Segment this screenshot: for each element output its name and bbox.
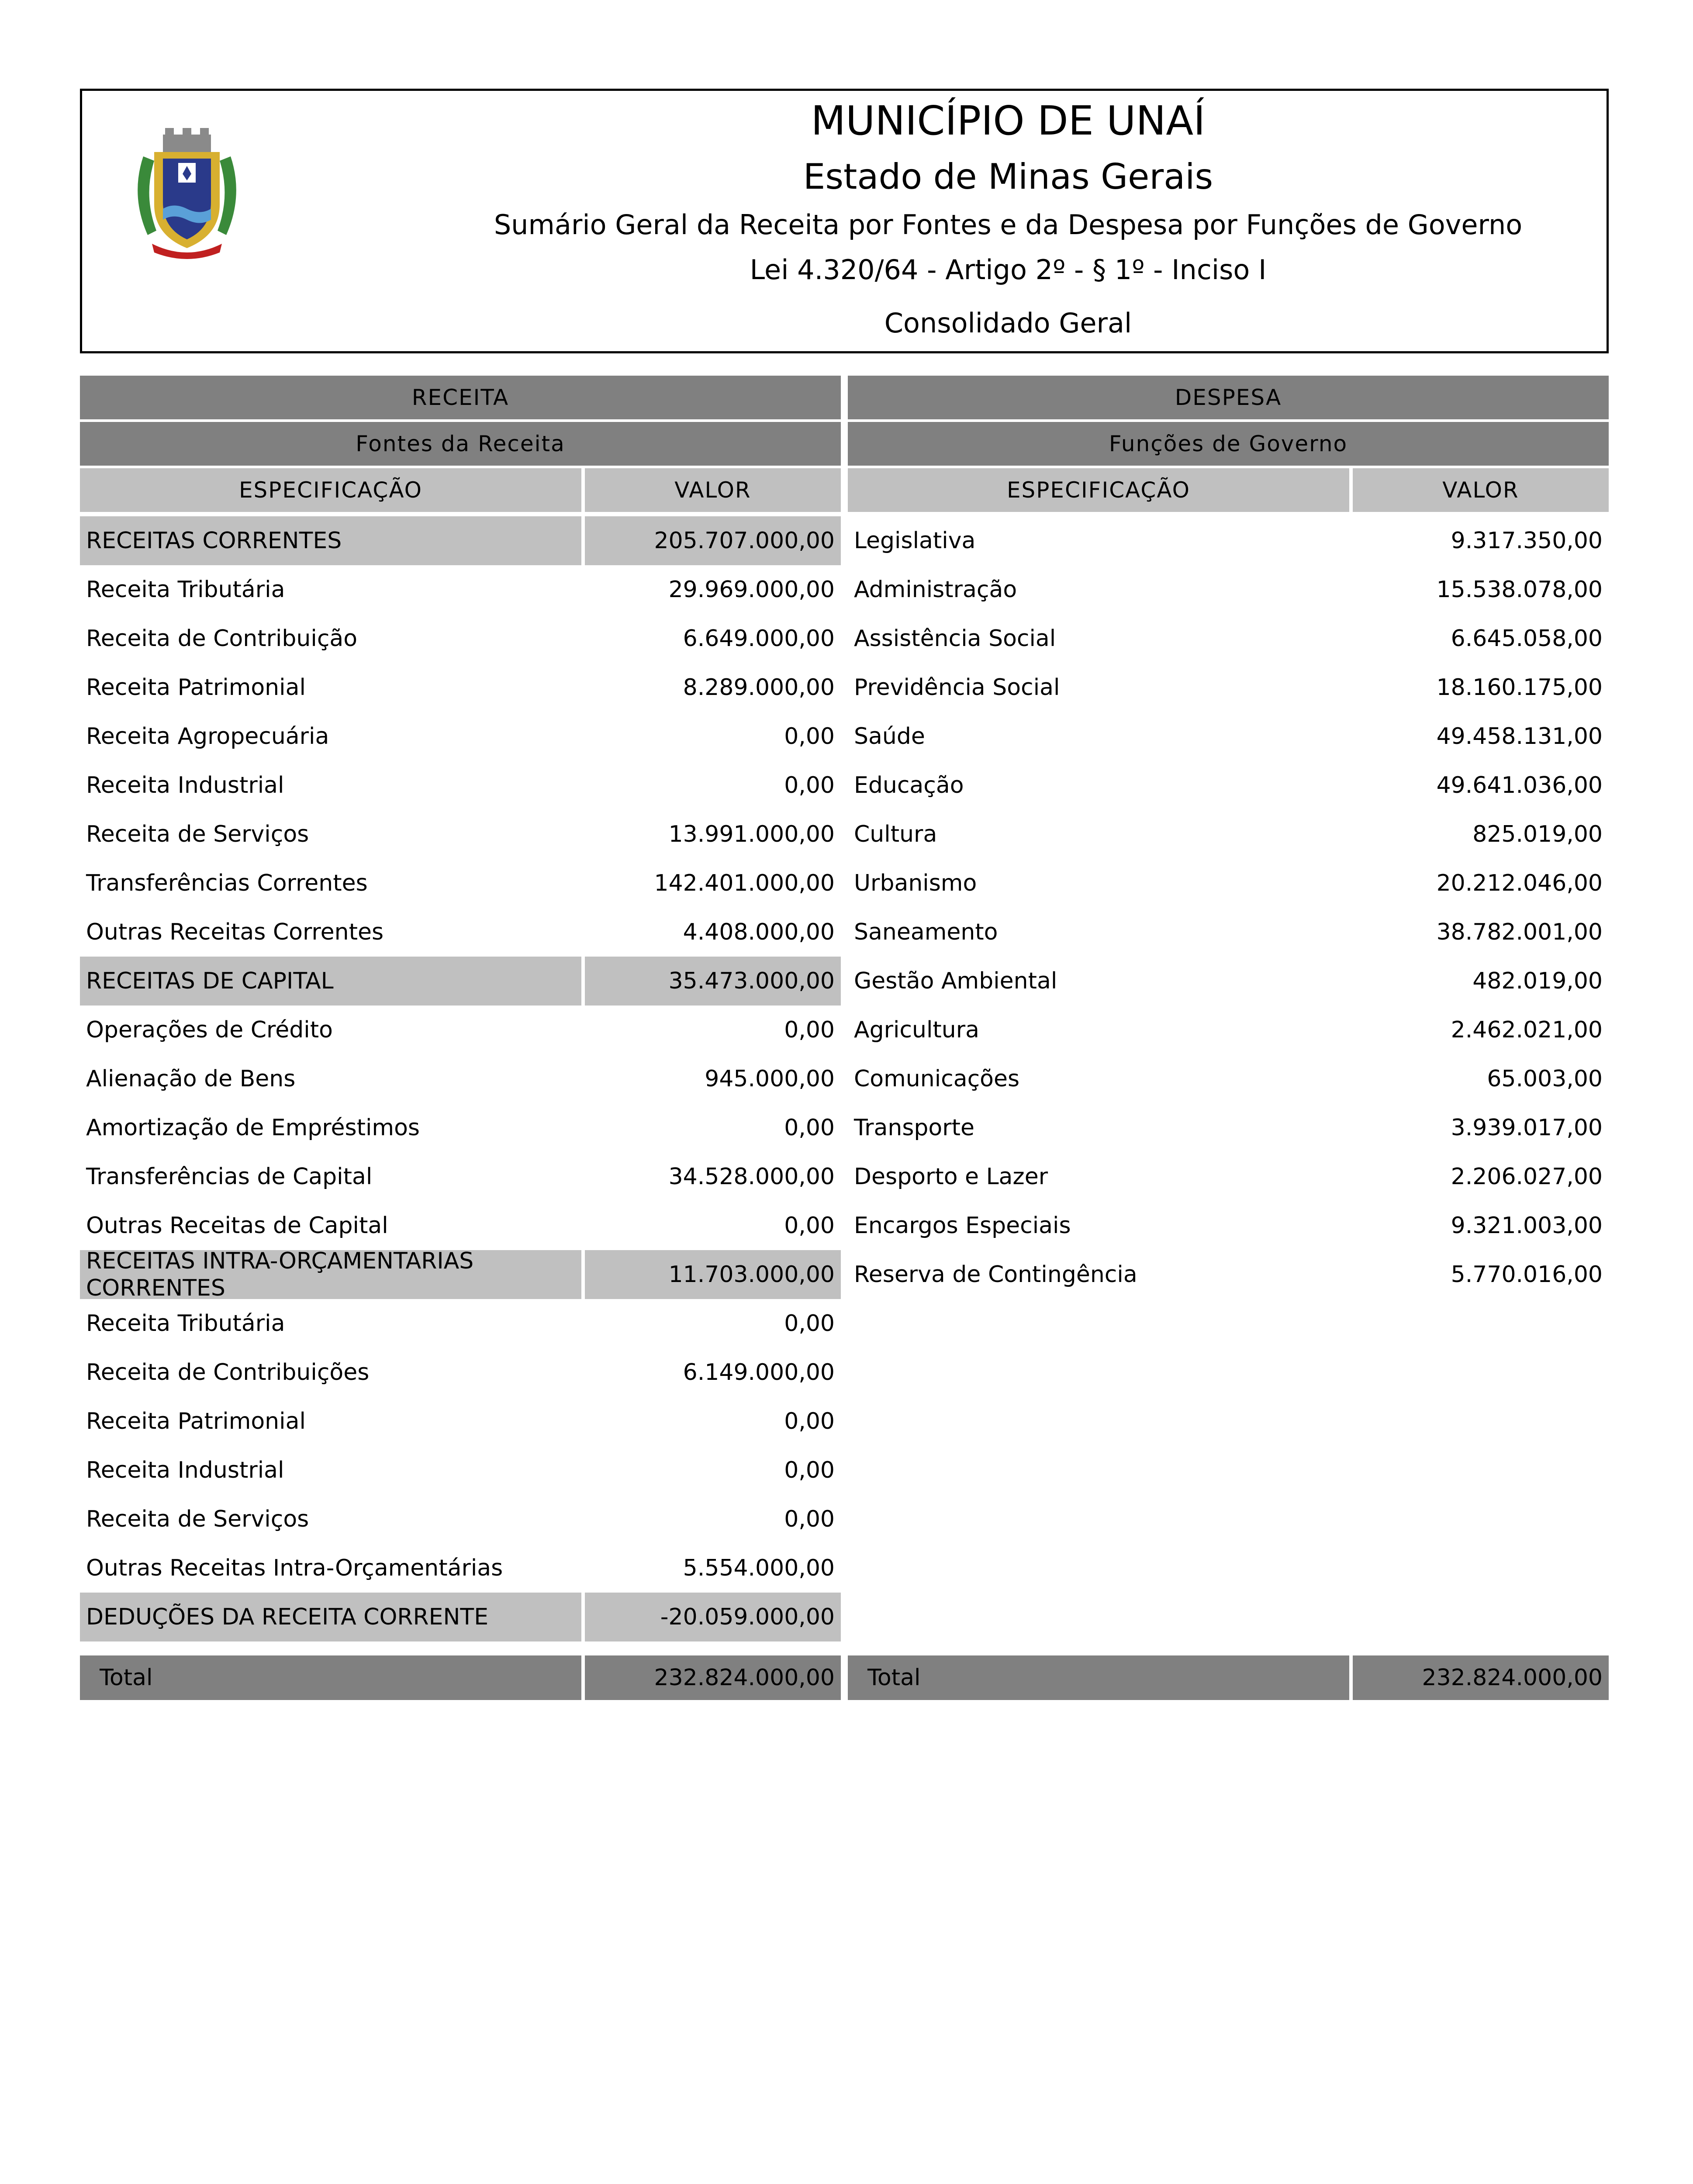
despesa-total-label: Total bbox=[848, 1655, 1349, 1700]
row-value: 2.462.021,00 bbox=[1451, 1017, 1603, 1043]
row-value: 65.003,00 bbox=[1487, 1066, 1603, 1092]
table-row bbox=[80, 810, 841, 859]
table-row bbox=[80, 1446, 841, 1495]
row-value: 5.554.000,00 bbox=[683, 1555, 835, 1581]
table-group-row bbox=[80, 516, 841, 565]
receita-total-value: 232.824.000,00 bbox=[585, 1655, 841, 1700]
receita-rows bbox=[80, 516, 841, 1641]
table-row bbox=[80, 1152, 841, 1201]
row-value: 8.289.000,00 bbox=[683, 674, 835, 701]
row-value: 11.703.000,00 bbox=[585, 1250, 841, 1299]
row-value: 49.458.131,00 bbox=[1436, 723, 1603, 750]
row-label: Encargos Especiais bbox=[854, 1213, 1071, 1239]
table-row bbox=[80, 1054, 841, 1103]
row-value: 6.649.000,00 bbox=[683, 625, 835, 652]
row-value: 3.939.017,00 bbox=[1451, 1115, 1603, 1141]
row-label: RECEITAS INTRA-ORÇAMENTARIAS CORRENTES bbox=[80, 1250, 581, 1299]
row-value: 0,00 bbox=[784, 1115, 835, 1141]
despesa-table bbox=[848, 376, 1609, 1299]
table-row bbox=[848, 1152, 1609, 1201]
receita-total-label: Total bbox=[80, 1655, 581, 1700]
table-row bbox=[848, 957, 1609, 1006]
row-label: Receita Industrial bbox=[86, 1457, 284, 1483]
row-value: 49.641.036,00 bbox=[1436, 772, 1603, 798]
row-value: 6.149.000,00 bbox=[683, 1359, 835, 1386]
row-label: Receita de Serviços bbox=[86, 1506, 309, 1532]
table-row bbox=[848, 614, 1609, 663]
row-value: 15.538.078,00 bbox=[1436, 577, 1603, 603]
table-row bbox=[80, 1348, 841, 1397]
despesa-total-value: 232.824.000,00 bbox=[1353, 1655, 1609, 1700]
row-label: Receita Industrial bbox=[86, 772, 284, 798]
report-scope: Consolidado Geral bbox=[884, 307, 1132, 339]
despesa-total-row bbox=[848, 1655, 1609, 1700]
row-value: 0,00 bbox=[784, 1017, 835, 1043]
table-row bbox=[848, 1201, 1609, 1250]
table-row bbox=[80, 1201, 841, 1250]
table-row bbox=[848, 908, 1609, 957]
table-row bbox=[80, 1397, 841, 1446]
row-label: Transferências de Capital bbox=[86, 1164, 373, 1190]
row-label: Reserva de Contingência bbox=[854, 1261, 1137, 1288]
table-row bbox=[848, 1250, 1609, 1299]
table-row bbox=[80, 1495, 841, 1544]
row-label: Gestão Ambiental bbox=[854, 968, 1057, 994]
table-row bbox=[848, 565, 1609, 614]
row-value: 9.321.003,00 bbox=[1451, 1213, 1603, 1239]
row-label: Receita Patrimonial bbox=[86, 1408, 306, 1434]
row-value: 29.969.000,00 bbox=[668, 577, 835, 603]
table-group-row bbox=[80, 957, 841, 1006]
table-row bbox=[80, 859, 841, 908]
law-reference: Lei 4.320/64 - Artigo 2º - § 1º - Inciso I bbox=[750, 254, 1267, 286]
row-label: Saúde bbox=[854, 723, 925, 750]
table-row bbox=[848, 1103, 1609, 1152]
row-label: RECEITAS DE CAPITAL bbox=[80, 957, 581, 1006]
row-value: 35.473.000,00 bbox=[585, 957, 841, 1006]
report-subtitle: Sumário Geral da Receita por Fontes e da Despesa por Funções de Governo bbox=[494, 209, 1523, 241]
table-row bbox=[80, 1006, 841, 1054]
row-value: 0,00 bbox=[784, 1408, 835, 1434]
state-name: Estado de Minas Gerais bbox=[803, 156, 1213, 197]
row-label: Amortização de Empréstimos bbox=[86, 1115, 420, 1141]
table-row bbox=[848, 1006, 1609, 1054]
row-label: Desporto e Lazer bbox=[854, 1164, 1048, 1190]
row-value: 38.782.001,00 bbox=[1436, 919, 1603, 945]
row-label: Comunicações bbox=[854, 1066, 1020, 1092]
row-label: Operações de Crédito bbox=[86, 1017, 333, 1043]
row-value: 205.707.000,00 bbox=[585, 516, 841, 565]
despesa-band: DESPESA bbox=[848, 376, 1609, 419]
table-row bbox=[80, 1544, 841, 1593]
despesa-subband: Funções de Governo bbox=[848, 422, 1609, 466]
row-label: Alienação de Bens bbox=[86, 1066, 296, 1092]
row-value: 825.019,00 bbox=[1472, 821, 1603, 847]
row-value: 6.645.058,00 bbox=[1451, 625, 1603, 652]
row-value: 5.770.016,00 bbox=[1451, 1261, 1603, 1288]
row-label: Agricultura bbox=[854, 1017, 979, 1043]
table-row bbox=[80, 663, 841, 712]
table-row bbox=[80, 1299, 841, 1348]
row-value: 0,00 bbox=[784, 1506, 835, 1532]
report-header bbox=[80, 89, 1609, 353]
despesa-col-spec: ESPECIFICAÇÃO bbox=[848, 468, 1349, 512]
table-row bbox=[848, 810, 1609, 859]
row-label: Outras Receitas de Capital bbox=[86, 1213, 388, 1239]
row-label: Outras Receitas Correntes bbox=[86, 919, 384, 945]
table-row bbox=[80, 908, 841, 957]
despesa-rows bbox=[848, 516, 1609, 1299]
row-value: 4.408.000,00 bbox=[683, 919, 835, 945]
row-label: Urbanismo bbox=[854, 870, 977, 896]
row-value: 34.528.000,00 bbox=[668, 1164, 835, 1190]
row-value: 2.206.027,00 bbox=[1451, 1164, 1603, 1190]
row-label: Transferências Correntes bbox=[86, 870, 368, 896]
row-label: Receita de Contribuições bbox=[86, 1359, 370, 1386]
receita-subband: Fontes da Receita bbox=[80, 422, 841, 466]
row-label: Receita Agropecuária bbox=[86, 723, 329, 750]
row-label: Administração bbox=[854, 577, 1017, 603]
table-group-row bbox=[80, 1593, 841, 1641]
table-row bbox=[848, 1054, 1609, 1103]
receita-column-header bbox=[80, 468, 841, 512]
row-value: 0,00 bbox=[784, 1213, 835, 1239]
row-label: Receita de Contribuição bbox=[86, 625, 358, 652]
despesa-col-value: VALOR bbox=[1353, 468, 1609, 512]
table-row bbox=[80, 761, 841, 810]
row-label: Receita Tributária bbox=[86, 1310, 285, 1337]
receita-total-row bbox=[80, 1655, 841, 1700]
row-value: 142.401.000,00 bbox=[654, 870, 835, 896]
table-row bbox=[848, 761, 1609, 810]
row-label: Legislativa bbox=[854, 528, 976, 554]
row-label: Saneamento bbox=[854, 919, 998, 945]
row-value: 0,00 bbox=[784, 1457, 835, 1483]
table-row bbox=[80, 1103, 841, 1152]
row-value: -20.059.000,00 bbox=[585, 1593, 841, 1641]
row-label: DEDUÇÕES DA RECEITA CORRENTE bbox=[80, 1593, 581, 1641]
municipality-title: MUNICÍPIO DE UNAÍ bbox=[811, 97, 1206, 144]
row-label: Cultura bbox=[854, 821, 937, 847]
table-row bbox=[80, 565, 841, 614]
coat-of-arms-icon bbox=[117, 126, 257, 266]
row-value: 9.317.350,00 bbox=[1451, 528, 1603, 554]
table-row bbox=[848, 859, 1609, 908]
row-value: 0,00 bbox=[784, 772, 835, 798]
receita-col-value: VALOR bbox=[585, 468, 841, 512]
row-label: Outras Receitas Intra-Orçamentárias bbox=[86, 1555, 503, 1581]
row-label: Transporte bbox=[854, 1115, 974, 1141]
row-label: Previdência Social bbox=[854, 674, 1060, 701]
table-row bbox=[80, 712, 841, 761]
row-label: Receita Tributária bbox=[86, 577, 285, 603]
receita-band: RECEITA bbox=[80, 376, 841, 419]
table-group-row bbox=[80, 1250, 841, 1299]
row-value: 20.212.046,00 bbox=[1436, 870, 1603, 896]
table-row bbox=[848, 663, 1609, 712]
row-label: Educação bbox=[854, 772, 964, 798]
table-row bbox=[848, 712, 1609, 761]
row-label: Receita de Serviços bbox=[86, 821, 309, 847]
receita-col-spec: ESPECIFICAÇÃO bbox=[80, 468, 581, 512]
row-value: 945.000,00 bbox=[705, 1066, 835, 1092]
table-row bbox=[848, 516, 1609, 565]
row-value: 482.019,00 bbox=[1472, 968, 1603, 994]
row-value: 0,00 bbox=[784, 1310, 835, 1337]
despesa-column-header bbox=[848, 468, 1609, 512]
row-value: 18.160.175,00 bbox=[1436, 674, 1603, 701]
row-value: 13.991.000,00 bbox=[668, 821, 835, 847]
row-value: 0,00 bbox=[784, 723, 835, 750]
receita-table bbox=[80, 376, 841, 1641]
row-label: RECEITAS CORRENTES bbox=[80, 516, 581, 565]
row-label: Receita Patrimonial bbox=[86, 674, 306, 701]
row-label: Assistência Social bbox=[854, 625, 1056, 652]
table-row bbox=[80, 614, 841, 663]
